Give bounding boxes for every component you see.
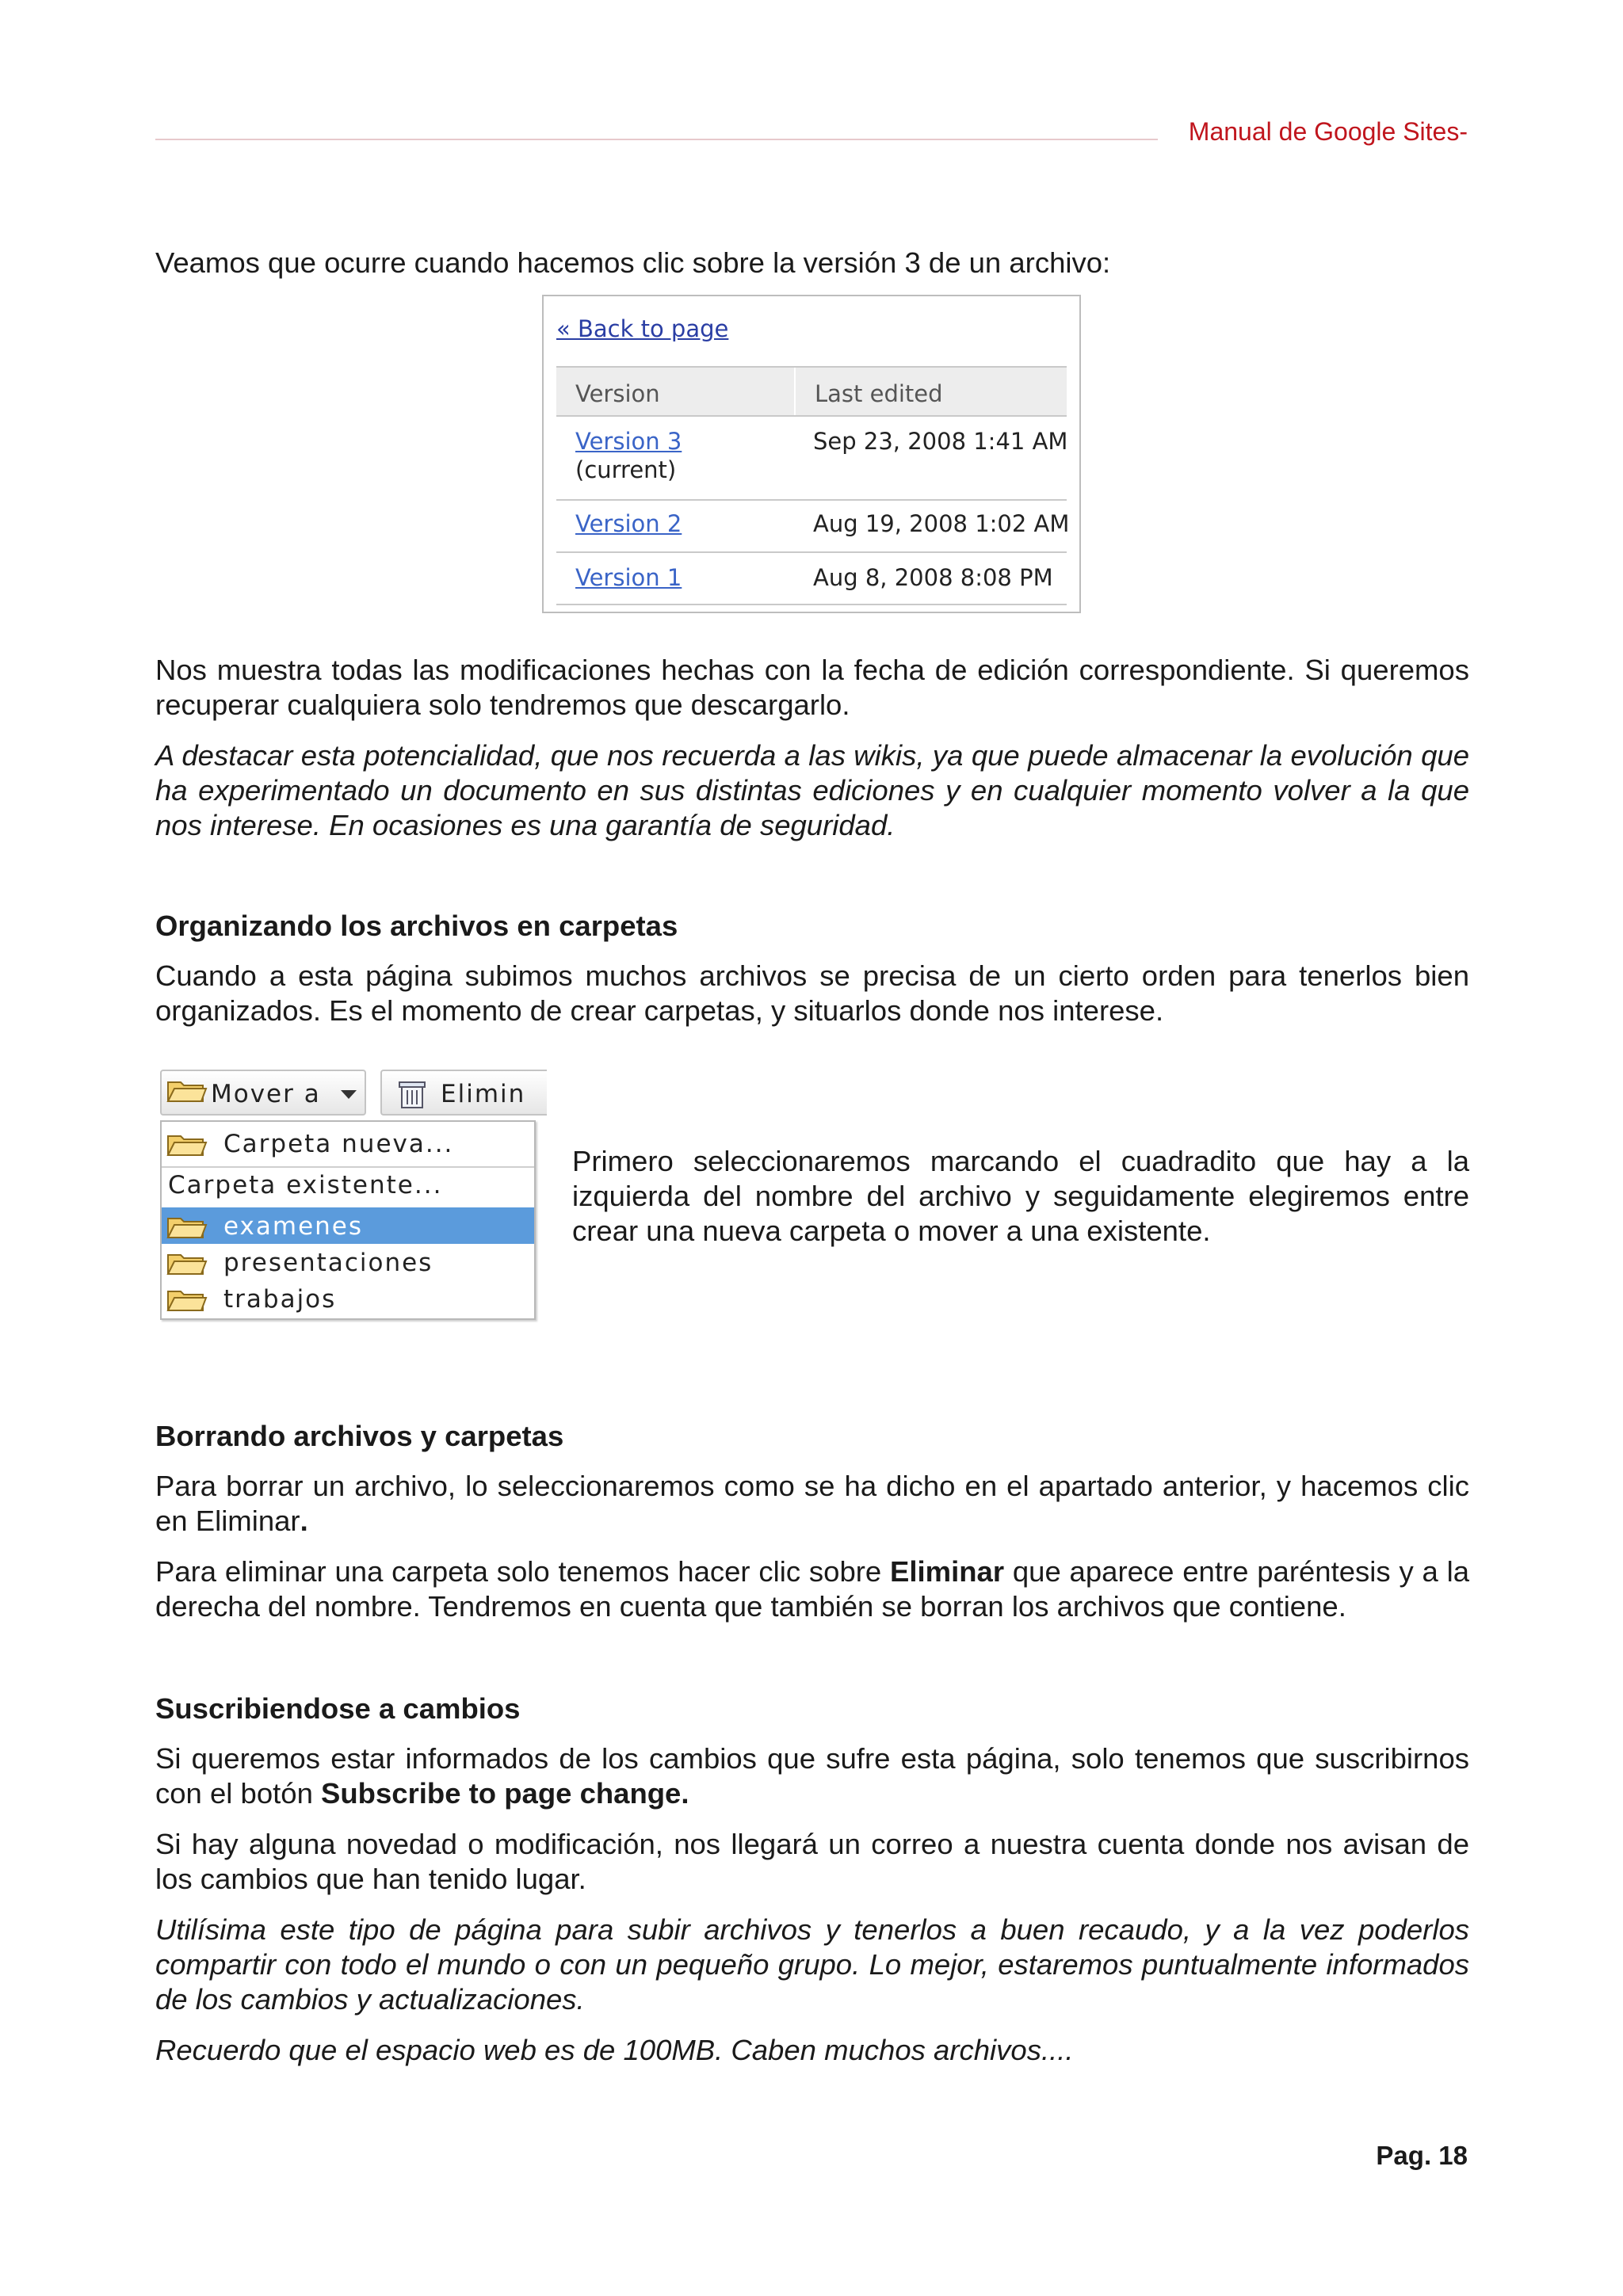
header-title: Manual de Google Sites- [1188,117,1468,146]
delete-label: Elimin [441,1080,526,1108]
delete-folder-text-2: que aparece entre paréntesis y a la derecha del nombre. Tendremos en cuenta que también se borran los archivos que contiene. [155,1555,1470,1623]
column-last-edited: Last edited [815,380,943,407]
paragraph-select-folder: Primero seleccionaremos marcando el cuadradito que hay a la izquierda del nombre del archivo y seguidamente elegiremos entre crear una nueva carpeta o mover a una existente. [572,1145,1469,1247]
back-to-page-link[interactable]: « Back to page [556,315,729,342]
paragraph-delete-folder [155,1554,1469,1624]
version-history-screenshot [542,295,1081,613]
version-date: Aug 19, 2008 1:02 AM [813,510,1070,537]
version-link[interactable]: Version 1 [575,564,682,591]
menu-item-folder-trabajos[interactable] [162,1280,534,1317]
current-label: (current) [575,456,677,483]
move-to-dropdown-menu [160,1120,536,1320]
paragraph-notification: Si hay alguna novedad o modificación, nos llegará un correo a nuestra cuenta donde nos avisan de los cambios que han tenido lugar. [155,1828,1469,1895]
trash-icon [396,1079,428,1109]
version-date: Aug 8, 2008 8:08 PM [813,564,1053,591]
delete-folder-bold: Eliminar [890,1555,1005,1588]
version-date: Sep 23, 2008 1:41 AM [813,428,1068,455]
delete-folder-text-1: Para eliminar una carpeta solo tenemos hacer clic sobre [155,1555,891,1588]
move-to-button[interactable] [160,1070,366,1116]
heading-subscribing: Suscribiendose a cambios [155,1692,521,1725]
paragraph-highlight: A destacar esta potencialidad, que nos recuerda a las wikis, ya que puede almacenar la evolución que ha experimentado un documento en sus distintas ediciones y en cualquier momento volver a la que nos interese. En ocasiones es una garantía de seguridad. [155,739,1469,841]
menu-item-new-folder[interactable] [162,1125,534,1161]
move-to-label: Mover a [211,1080,321,1108]
row-divider [556,551,1067,553]
version-link[interactable]: Version 2 [575,510,682,537]
version-link[interactable]: Version 3 [575,428,682,455]
page-number: Pag. 18 [1376,2141,1468,2170]
menu-item-label: Carpeta nueva... [223,1130,454,1158]
move-to-folder-screenshot [160,1070,542,1320]
heading-organizing: Organizando los archivos en carpetas [155,910,678,942]
menu-item-folder-examenes[interactable] [162,1207,534,1244]
menu-item-label: examenes [223,1212,364,1241]
existing-folder-label: Carpeta existente... [168,1171,443,1199]
heading-deleting: Borrando archivos y carpetas [155,1420,564,1452]
column-version: Version [575,380,660,407]
delete-button[interactable] [380,1070,547,1116]
paragraph-modifications: Nos muestra todas las modificaciones hechas con la fecha de edición correspondiente. Si queremos recuperar cualquiera solo tendremos que descargarlo. [155,654,1469,721]
folder-icon [166,1250,208,1276]
paragraph-delete-file [155,1469,1469,1539]
folder-icon [166,1131,208,1157]
folder-icon [166,1077,208,1103]
paragraph-organizing: Cuando a esta página subimos muchos archivos se precisa de un cierto orden para tenerlos bien organizados. Es el momento de crear carpetas, y situarlos donde nos interese. [155,959,1469,1027]
folder-icon [166,1287,208,1312]
paragraph-storage: Recuerdo que el espacio web es de 100MB. Caben muchos archivos.... [155,2034,1074,2066]
menu-item-label: trabajos [223,1285,337,1314]
folder-icon [166,1214,208,1239]
menu-item-label: presentaciones [223,1249,433,1277]
header-rule [155,139,1158,140]
delete-file-period: . [300,1505,308,1537]
row-divider [556,604,1067,605]
version-table-header [556,366,1067,417]
row-divider [556,499,1067,501]
subscribe-text: Si queremos estar informados de los cambios que sufre esta página, solo tenemos que suscribirnos con el botón [155,1742,1469,1810]
chevron-down-icon [341,1090,357,1099]
menu-item-folder-presentaciones[interactable] [162,1244,534,1280]
subscribe-bold: Subscribe to page change. [321,1777,689,1810]
delete-file-text: Para borrar un archivo, lo seleccionaremos como se ha dicho en el apartado anterior, y hacemos clic en Eliminar [155,1470,1469,1537]
paragraph-summary: Utilísima este tipo de página para subir archivos y tenerlos a buen recaudo, y a la vez poderlos compartir con todo el mundo o con un pequeño grupo. Lo mejor, estaremos puntualmente informados de los cambios y actualizaciones. [155,1913,1469,2016]
menu-divider [162,1166,534,1168]
paragraph-subscribe [155,1741,1469,1811]
header-separator [794,368,796,415]
intro-paragraph: Veamos que ocurre cuando hacemos clic sobre la versión 3 de un archivo: [155,246,1111,279]
